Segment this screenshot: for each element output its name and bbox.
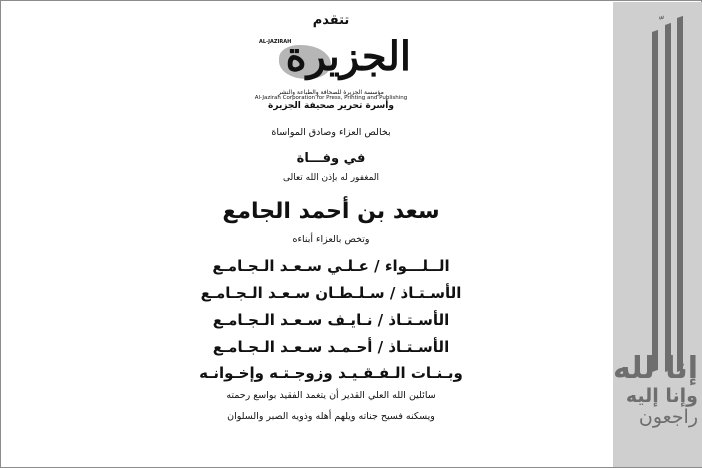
special-condolence: وتخص بالعزاء أبناءه [292, 234, 370, 245]
late-label: المغفور له بإذن الله تعالى [282, 173, 380, 183]
family-member: الأسـتـاذ / نـايـف سـعـد الـجـامـع [212, 311, 450, 329]
logo-subtitle-english: Al-Jazirah Corporation for Press, Printing and Publishing [254, 95, 408, 101]
logo-latin-name: AL-JAZIRAH [259, 39, 292, 45]
condolence-line: بخالص العزاء وصادق المواساة [271, 127, 391, 138]
al-jazirah-logo [241, 31, 421, 111]
family-member: الأسـتـاذ / أحـمـد سـعـد الـجـامـع [212, 338, 450, 356]
family-member: الــلـــواء / عـلـي سـعـد الـجـامـع [212, 257, 450, 275]
death-label: في وفـــاة [296, 151, 366, 166]
calligraphy-stroke-icon [677, 16, 683, 372]
family-member: الأسـتـاذ / سـلـطـان سـعـد الـجـامـع [200, 284, 462, 302]
prayer-line: ويسكنه فسيح جناته ويلهم أهله وذويه الصبر والسلوان [227, 411, 435, 422]
calligraphy-stroke-icon [652, 30, 658, 372]
staff-line: وأسرة تحرير صحيفة الجزيرة [268, 101, 394, 111]
logo-arabic-name: الجزيرة [285, 33, 411, 80]
logo-subtitle-arabic: مؤسسة الجزيرة للصحافة والطباعة والنشر [278, 89, 384, 96]
quran-verse-panel [613, 2, 702, 467]
calligraphy-stroke-icon [665, 23, 671, 372]
presents-text: تتقدم [312, 13, 350, 28]
deceased-name: سعد بن أحمد الجامع [222, 199, 440, 224]
prayer-line: سائلين الله العلي القدير أن يتغمد الفقيد بواسع رحمته [226, 390, 436, 401]
verse-line-1: إنا لله [613, 351, 698, 386]
verse-line-3: راجعون [638, 406, 698, 428]
notice-content [151, 1, 511, 468]
verse-line-2: وإنا إليه [625, 385, 698, 407]
family-member: وبـنـات الـفـقـيـد وزوجـتـه وإخـوانـه [199, 364, 463, 382]
